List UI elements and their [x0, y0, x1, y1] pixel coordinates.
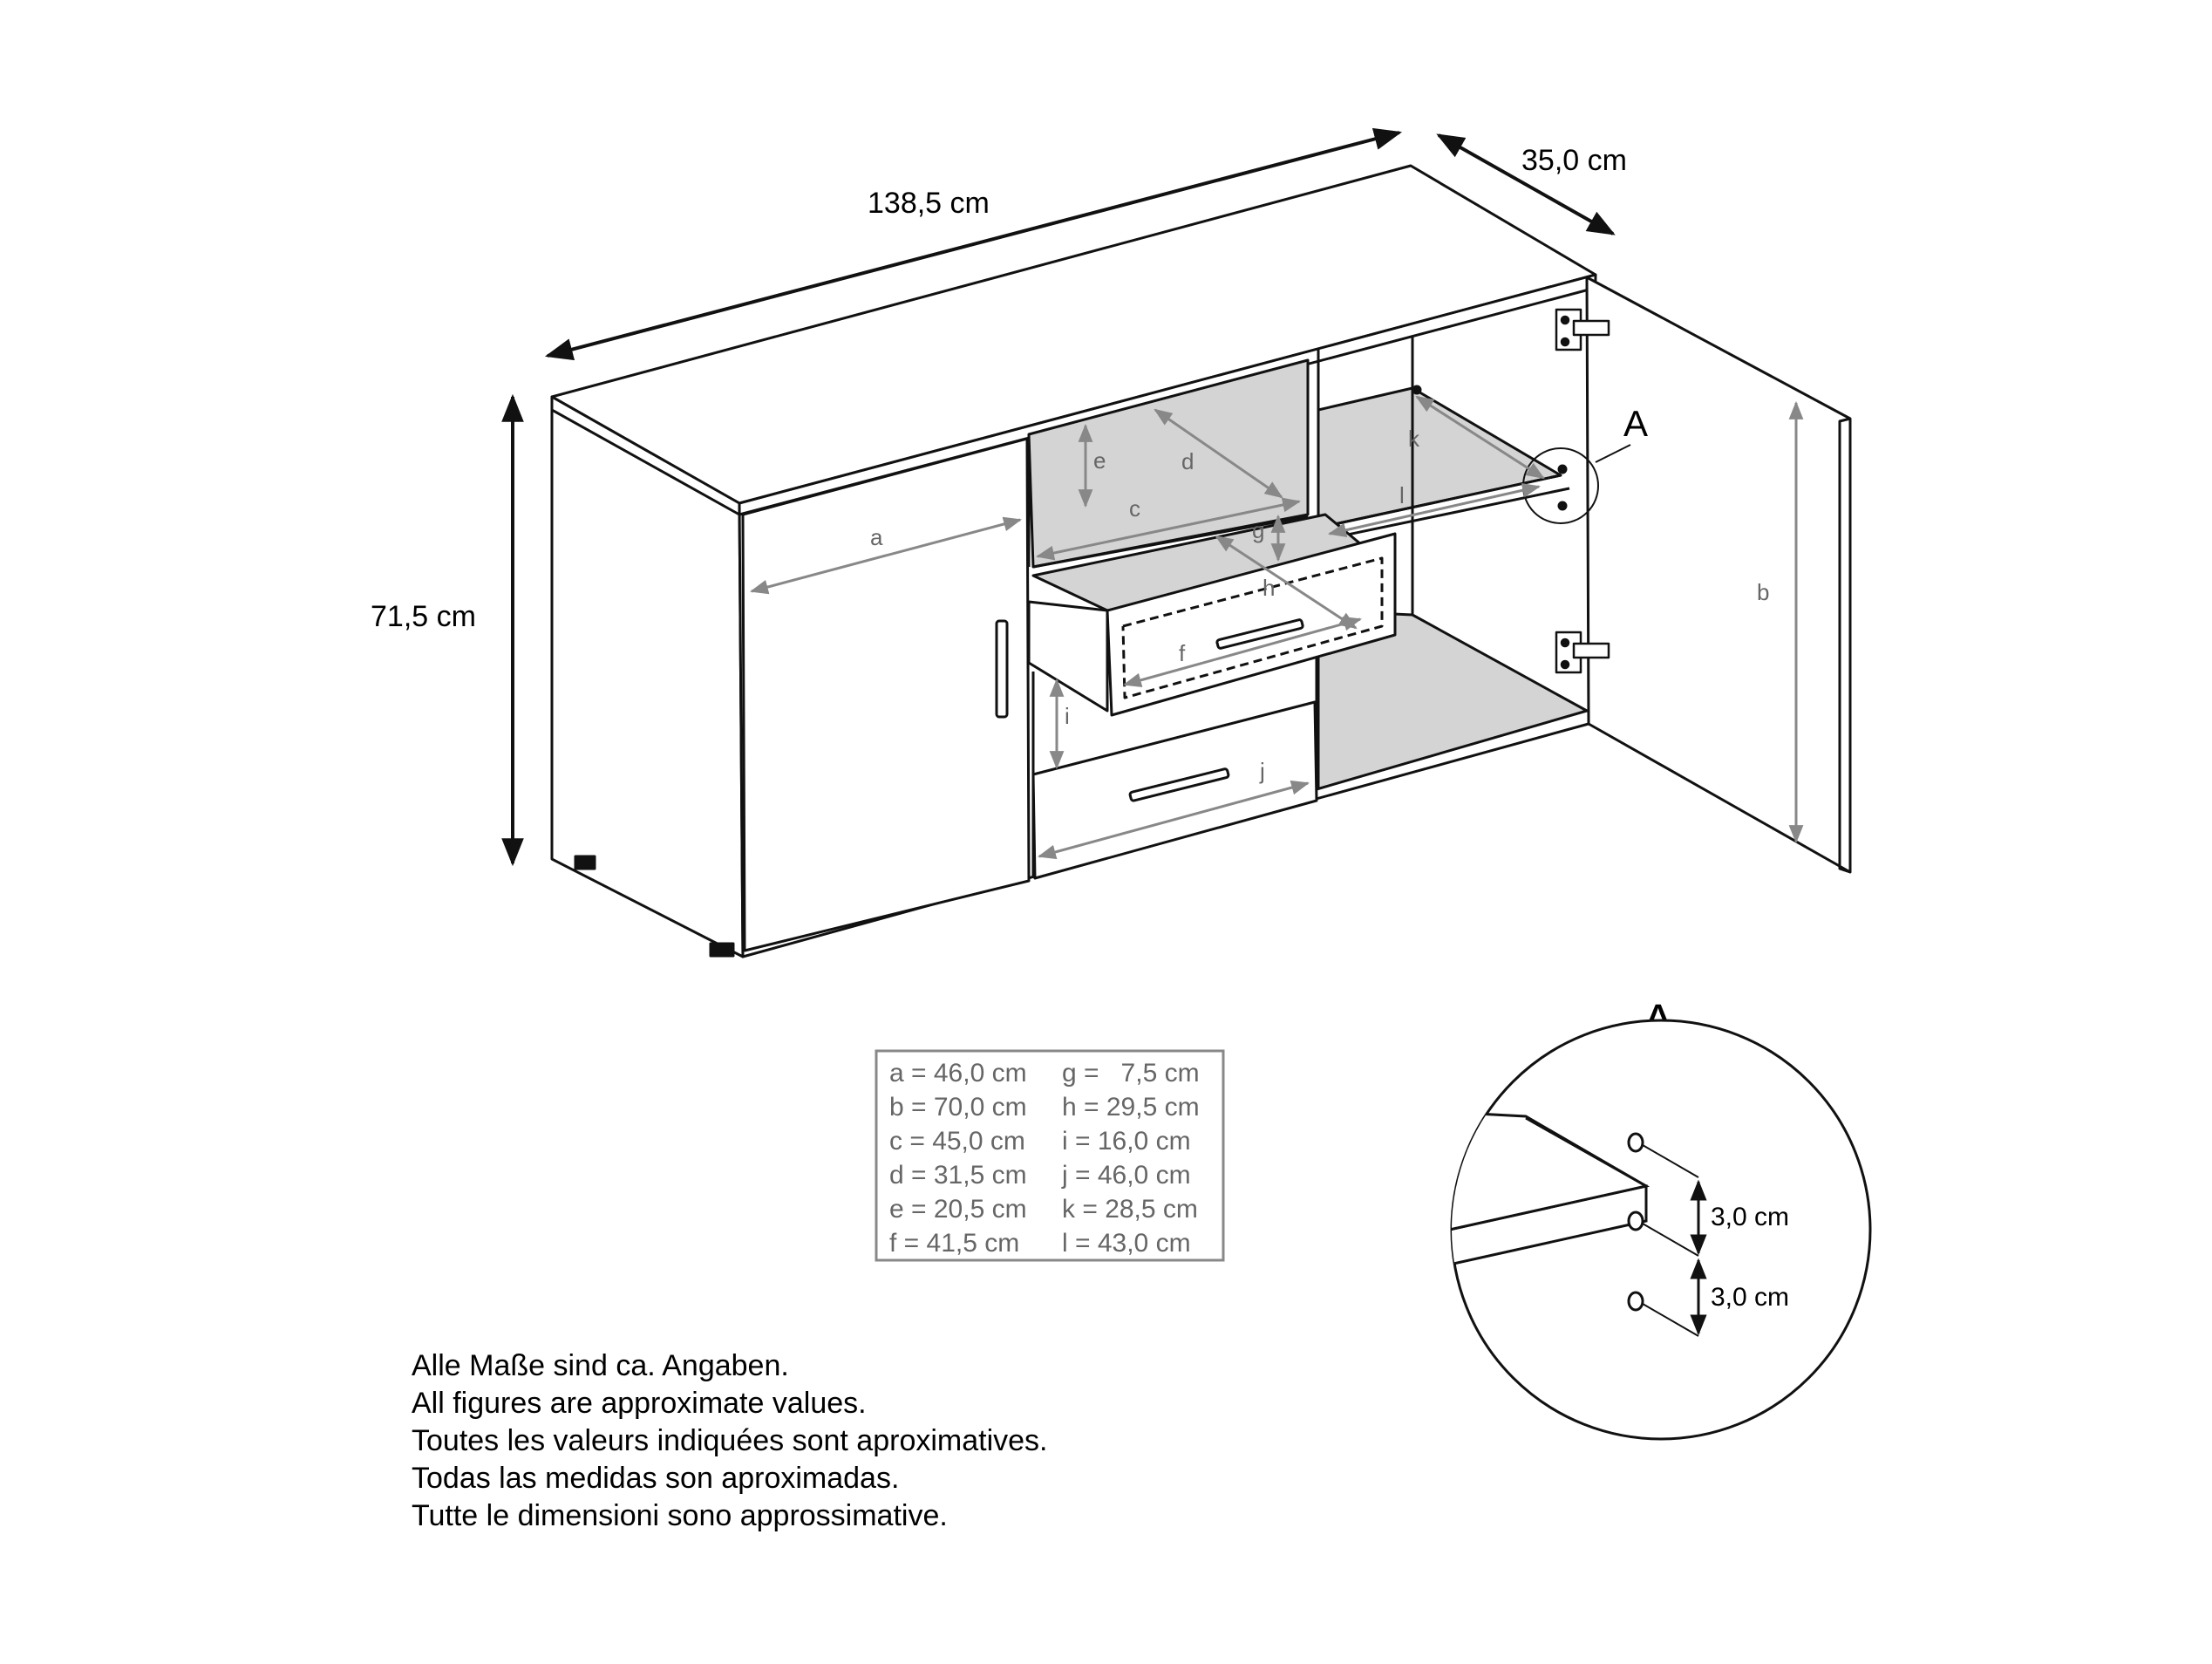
- pin-hole: [1629, 1134, 1643, 1151]
- note-fr: Toutes les valeurs indiquées sont aproximatives.: [412, 1424, 1048, 1457]
- dim-g-label: g: [1252, 517, 1265, 543]
- left-door-handle: [997, 621, 1007, 717]
- legend-g: g = 7,5 cm: [1062, 1059, 1200, 1088]
- legend-j: j = 46,0 cm: [1062, 1161, 1191, 1190]
- legend-b: b = 70,0 cm: [889, 1093, 1027, 1122]
- legend-l: l = 43,0 cm: [1062, 1229, 1191, 1258]
- dim-i-label: i: [1065, 703, 1070, 729]
- detail-a: [1360, 993, 1870, 1439]
- width-label: 138,5 cm: [868, 187, 990, 220]
- note-de: Alle Maße sind ca. Angaben.: [412, 1349, 789, 1382]
- spacing-label-2: 3,0 cm: [1711, 1283, 1790, 1312]
- dim-l-label: l: [1399, 482, 1405, 508]
- spacing-label-1: 3,0 cm: [1711, 1203, 1790, 1231]
- height-label: 71,5 cm: [371, 600, 476, 633]
- dim-j-label: j: [1260, 758, 1265, 784]
- legend-a: a = 46,0 cm: [889, 1059, 1027, 1088]
- pin-hole: [1629, 1212, 1643, 1230]
- pin-hole: [1629, 1292, 1643, 1310]
- right-door: [1587, 277, 1850, 872]
- cabinet-foot: [711, 944, 733, 956]
- dim-a-label: a: [870, 524, 883, 550]
- note-en: All figures are approximate values.: [412, 1387, 867, 1420]
- dim-e-label: e: [1093, 447, 1106, 474]
- note-it: Tutte le dimensioni sono approssimative.: [412, 1499, 948, 1532]
- legend-e: e = 20,5 cm: [889, 1195, 1027, 1224]
- dim-c-label: c: [1129, 495, 1140, 522]
- dim-b-label: b: [1757, 579, 1770, 605]
- approximation-notes: [412, 1349, 1048, 1532]
- legend-h: h = 29,5 cm: [1062, 1093, 1200, 1122]
- legend-f: f = 41,5 cm: [889, 1229, 1020, 1258]
- dimension-legend: [876, 1051, 1223, 1260]
- depth-label: 35,0 cm: [1521, 144, 1627, 177]
- legend-i: i = 16,0 cm: [1062, 1127, 1191, 1156]
- dim-d-label: d: [1181, 448, 1194, 474]
- legend-k: k = 28,5 cm: [1062, 1195, 1198, 1224]
- legend-c: c = 45,0 cm: [889, 1127, 1025, 1156]
- left-door: [743, 439, 1029, 951]
- dim-f-label: f: [1179, 640, 1186, 666]
- dim-k-label: k: [1408, 426, 1419, 452]
- sideboard-drawing: [552, 166, 1850, 957]
- dim-h-label: h: [1263, 575, 1276, 601]
- detail-marker-label: A: [1623, 403, 1649, 444]
- cabinet-foot: [575, 856, 595, 869]
- legend-d: d = 31,5 cm: [889, 1161, 1027, 1190]
- note-es: Todas las medidas son aproximadas.: [412, 1462, 900, 1495]
